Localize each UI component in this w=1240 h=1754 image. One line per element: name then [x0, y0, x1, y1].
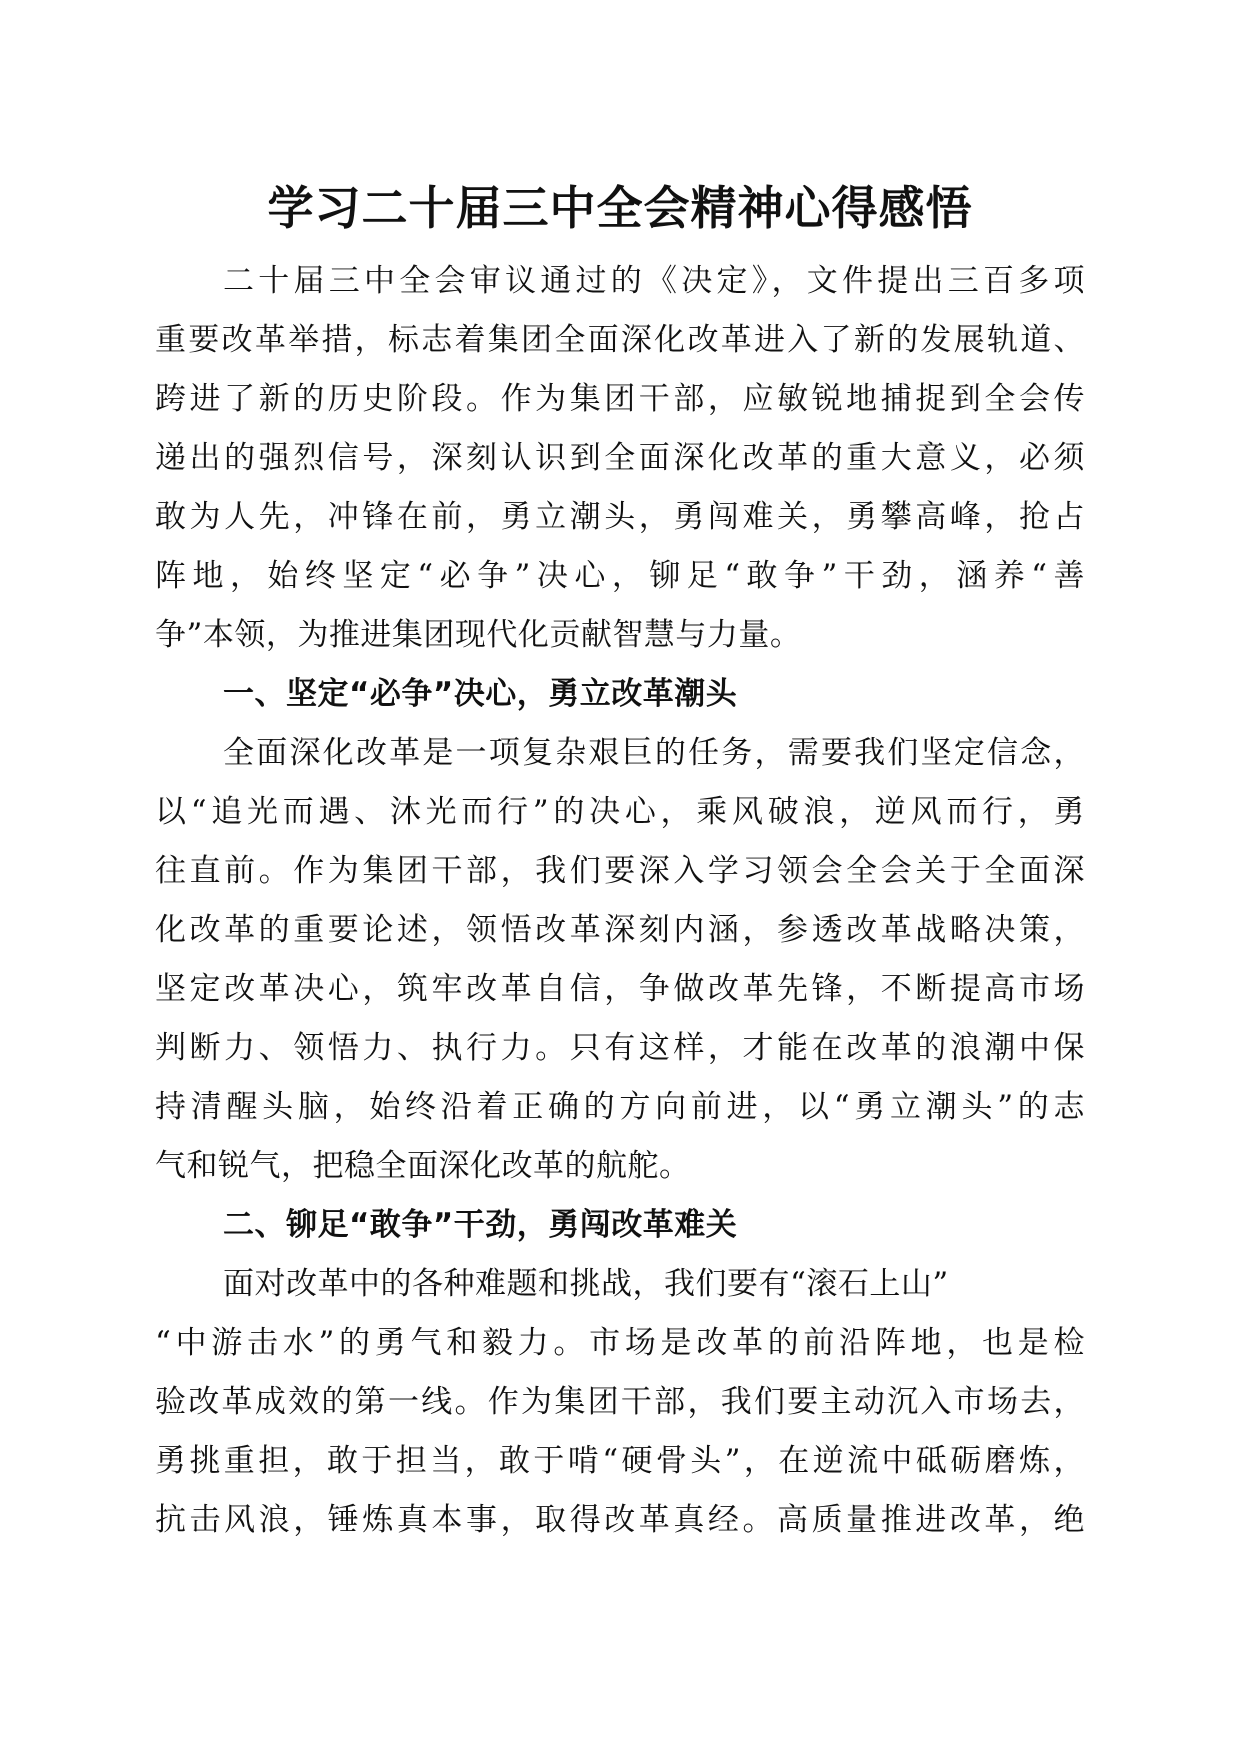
section-line: 化改革的重要论述，领悟改革深刻内涵，参透改革战略决策， [155, 912, 1085, 948]
section-line: 面对改革中的各种难题和挑战，我们要有“滚石上山” [223, 1266, 949, 1302]
intro-line: 递出的强烈信号，深刻认识到全面深化改革的重大意义，必须 [155, 440, 1085, 476]
section-line: 抗击风浪，锤炼真本事，取得改革真经。高质量推进改革，绝 [155, 1502, 1085, 1538]
section-line: 验改革成效的第一线。作为集团干部，我们要主动沉入市场去， [155, 1384, 1085, 1420]
section-heading: 二、铆足“敢争”干劲，勇闯改革难关 [223, 1207, 738, 1243]
section-line: “中游击水”的勇气和毅力。市场是改革的前沿阵地，也是检 [155, 1325, 1085, 1361]
section-line: 以“追光而遇、沐光而行”的决心，乘风破浪，逆风而行，勇 [155, 794, 1085, 830]
intro-line: 重要改革举措，标志着集团全面深化改革进入了新的发展轨道、 [155, 322, 1085, 358]
intro-line: 跨进了新的历史阶段。作为集团干部，应敏锐地捕捉到全会传 [155, 381, 1085, 417]
intro-line: 阵地，始终坚定“必争”决心，铆足“敢争”干劲，涵养“善 [155, 558, 1085, 594]
section-line: 勇挑重担，敢于担当，敢于啃“硬骨头”，在逆流中砥砺磨炼， [155, 1443, 1085, 1479]
document-body [155, 252, 1085, 1550]
section-line: 判断力、领悟力、执行力。只有这样，才能在改革的浪潮中保 [155, 1030, 1085, 1066]
section-line: 坚定改革决心，筑牢改革自信，争做改革先锋，不断提高市场 [155, 971, 1085, 1007]
intro-line: 敢为人先，冲锋在前，勇立潮头，勇闯难关，勇攀高峰，抢占 [155, 499, 1085, 535]
section-line: 全面深化改革是一项复杂艰巨的任务，需要我们坚定信念， [223, 735, 1085, 771]
page-title: 学习二十届三中全会精神心得感悟 [267, 181, 973, 235]
intro-line: 争”本领，为推进集团现代化贡献智慧与力量。 [155, 617, 802, 653]
section-heading: 一、坚定“必争”决心，勇立改革潮头 [223, 676, 738, 712]
section-line: 持清醒头脑，始终沿着正确的方向前进，以“勇立潮头”的志 [155, 1089, 1085, 1125]
intro-line: 二十届三中全会审议通过的《决定》，文件提出三百多项 [223, 263, 1085, 299]
section-line: 气和锐气，把稳全面深化改革的航舵。 [155, 1148, 691, 1184]
section-line: 往直前。作为集团干部，我们要深入学习领会全会关于全面深 [155, 853, 1085, 889]
